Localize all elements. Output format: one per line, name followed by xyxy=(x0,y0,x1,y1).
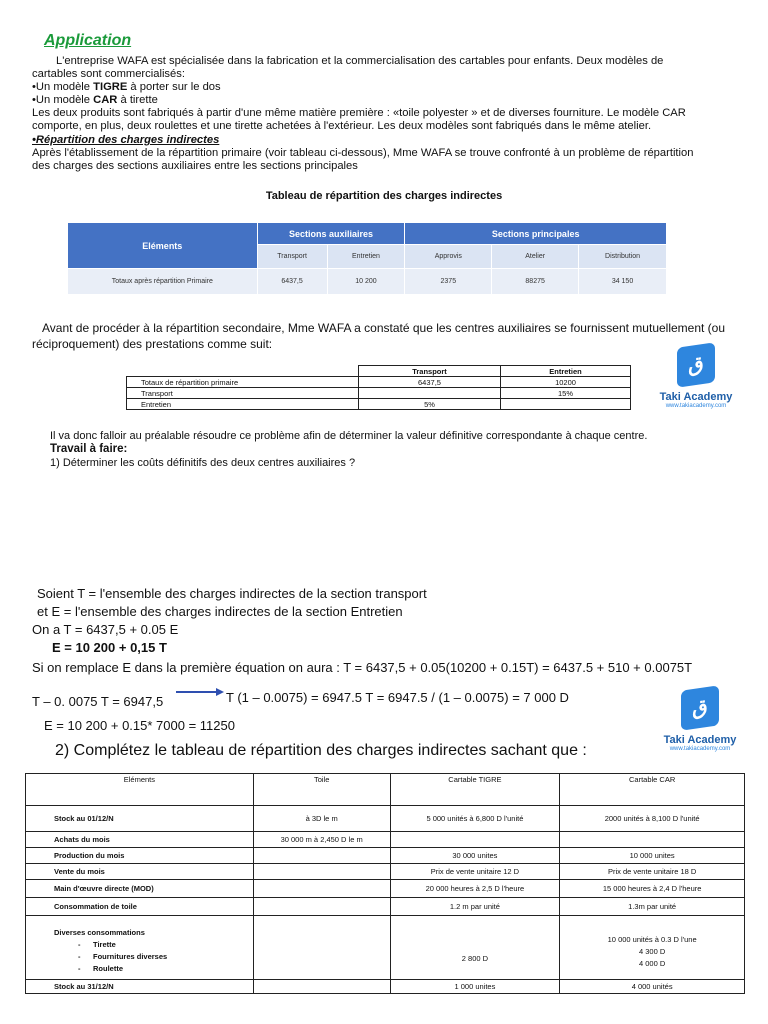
reciprocal-services-table xyxy=(126,365,631,410)
table3-cell: 1.2 m par unité xyxy=(390,898,560,916)
table3-cell xyxy=(253,980,390,994)
primary-distribution-table xyxy=(67,222,667,295)
table1-caption: Tableau de répartition des charges indirectes xyxy=(265,190,503,202)
task-question-1: 1) Déterminer les coûts définitifs des deux centres auxiliaires ? xyxy=(50,457,356,469)
table3-sub-item: - Fournitures diverses xyxy=(78,952,168,961)
logo-url: www.takiacademy.com xyxy=(669,746,731,752)
table1-col-atelier: Atelier xyxy=(492,245,579,269)
page-title: Application xyxy=(44,32,132,49)
solution-line-7: E = 10 200 + 0.15* 7000 = 11250 xyxy=(44,718,235,733)
taki-academy-logo xyxy=(656,345,736,409)
solution-line-6b: T (1 – 0.0075) = 6947.5 T = 6947.5 / (1 – 0.0075) = 7 000 D xyxy=(226,690,569,705)
mid-text-line-1: Avant de procéder à la répartition secondaire, Mme WAFA a constaté que les centres auxiliaires se fournissent mutuellement (ou xyxy=(42,321,726,335)
table3-cell: 1 000 unites xyxy=(390,980,560,994)
table2-row-label: Totaux de répartition primaire xyxy=(127,377,359,388)
table2-row-label: Entretien xyxy=(127,399,359,410)
table3-row-label: Production du mois xyxy=(26,848,254,864)
table1-row-label: Totaux après répartition Primaire xyxy=(68,269,258,295)
table3-header-tigre: Cartable TIGRE xyxy=(390,774,560,806)
table1-cell-approvis: 2375 xyxy=(405,269,492,295)
table3-cell: Prix de vente unitaire 18 D xyxy=(560,864,745,880)
table3-cell: 2000 unités à 8,100 D l'unité xyxy=(560,806,745,832)
task-intro: Il va donc falloir au préalable résoudre ce problème afin de déterminer la valeur définitive correspondante à chaque centre. xyxy=(50,430,648,442)
table3-cell xyxy=(560,916,745,980)
table2-cell: 10200 xyxy=(501,377,631,388)
table3-diverses-label-cell xyxy=(26,916,254,980)
table3-row-label: Vente du mois xyxy=(26,864,254,880)
table3-cell: 4 000 unités xyxy=(560,980,745,994)
solution-line-4: E = 10 200 + 0,15 T xyxy=(52,640,167,655)
logo-name: Taki Academy xyxy=(663,734,737,746)
bullet-tigre: •Un modèle TIGRE à porter sur le dos xyxy=(32,81,221,93)
table3-header-toile: Toile xyxy=(253,774,390,806)
table2-cell: 5% xyxy=(359,399,501,410)
table3-row-label: Consommation de toile xyxy=(26,898,254,916)
table2-empty-corner xyxy=(127,366,359,377)
table3-cell xyxy=(253,864,390,880)
table3-row-label: Main d'œuvre directe (MOD) xyxy=(26,880,254,898)
table3-cell xyxy=(390,832,560,848)
table3-cell xyxy=(253,898,390,916)
table3-cell: 30 000 unites xyxy=(390,848,560,864)
table2-cell xyxy=(501,399,631,410)
solution-line-3: On a T = 6437,5 + 0.05 E xyxy=(32,622,179,637)
intro-line-3: Les deux produits sont fabriqués à partir d'une même matière première : «toile polyester » et de diverses fourniture. Le modèle CAR xyxy=(32,107,686,119)
bullet-car: •Un modèle CAR à tirette xyxy=(32,94,158,106)
logo-name: Taki Academy xyxy=(659,391,733,403)
table1-cell-transport: 6437,5 xyxy=(257,269,327,295)
table1-col-transport: Transport xyxy=(257,245,327,269)
solution-line-6a: T – 0. 0075 T = 6947,5 xyxy=(32,694,164,709)
table3-cell: 20 000 heures à 2,5 D l'heure xyxy=(390,880,560,898)
production-data-table xyxy=(25,773,745,994)
intro-line-2: cartables sont commercialisés: xyxy=(32,68,185,80)
section-title-repartition: •Répartition des charges indirectes xyxy=(32,134,220,146)
table1-header-aux: Sections auxiliaires xyxy=(257,223,405,245)
table2-cell: 15% xyxy=(501,388,631,399)
table2-cell: 6437,5 xyxy=(359,377,501,388)
table3-sub-item: - Roulette xyxy=(78,964,123,973)
task-question-2: 2) Complétez le tableau de répartition des charges indirectes sachant que : xyxy=(55,742,587,759)
task-title: Travail à faire: xyxy=(50,443,128,455)
intro-line-5: Après l'établissement de la répartition primaire (voir tableau ci-dessous), Mme WAFA se trouve confronté à un problème de répartition xyxy=(32,147,694,159)
table3-header-car: Cartable CAR xyxy=(560,774,745,806)
logo-url: www.takiacademy.com xyxy=(665,403,727,409)
taki-academy-logo xyxy=(660,688,740,752)
table3-row-label: Achats du mois xyxy=(26,832,254,848)
intro-line-4: comporte, en plus, deux roulettes et une tirette achetées à l'extérieur. Les deux modèles sont fabriqués dans le même atelier. xyxy=(32,120,652,132)
intro-line-6: des charges des sections auxiliaires entre les sections principales xyxy=(32,160,358,172)
table1-cell-atelier: 88275 xyxy=(492,269,579,295)
table3-cell xyxy=(253,880,390,898)
table1-header-principal: Sections principales xyxy=(405,223,667,245)
table3-cell-line: 10 000 unités à 0.3 D l'une xyxy=(607,935,697,944)
table2-header-transport: Transport xyxy=(359,366,501,377)
table1-cell-distribution: 34 150 xyxy=(579,269,667,295)
solution-line-1: Soient T = l'ensemble des charges indirectes de la section transport xyxy=(37,586,427,601)
table3-cell xyxy=(253,916,390,980)
table3-cell: Prix de vente unitaire 12 D xyxy=(390,864,560,880)
table3-cell: 15 000 heures à 2,4 D l'heure xyxy=(560,880,745,898)
solution-line-5: Si on remplace E dans la première équation on aura : T = 6437,5 + 0.05(10200 + 0.15T) = 6437.5 + 510 + 0.0075T xyxy=(32,660,693,675)
table3-row-label: Stock au 31/12/N xyxy=(26,980,254,994)
mid-text-line-2: réciproquement) des prestations comme suit: xyxy=(32,337,273,351)
table3-cell: 10 000 unites xyxy=(560,848,745,864)
table2-cell xyxy=(359,388,501,399)
table2-header-entretien: Entretien xyxy=(501,366,631,377)
table1-col-entretien: Entretien xyxy=(327,245,405,269)
solution-line-2: et E = l'ensemble des charges indirectes de la section Entretien xyxy=(37,604,403,619)
logo-mark-icon: ق xyxy=(677,342,715,387)
table1-col-distribution: Distribution xyxy=(579,245,667,269)
table3-cell: 1.3m par unité xyxy=(560,898,745,916)
table1-header-elements: Eléments xyxy=(68,223,258,269)
table3-cell: 2 800 D xyxy=(390,916,560,980)
table3-row-label: Diverses consommations xyxy=(54,928,145,937)
table3-cell xyxy=(560,832,745,848)
table3-cell xyxy=(253,848,390,864)
table1-cell-entretien: 10 200 xyxy=(327,269,405,295)
table3-sub-item: - Tirette xyxy=(78,940,116,949)
table2-row-label: Transport xyxy=(127,388,359,399)
logo-mark-icon: ق xyxy=(681,685,719,730)
table3-cell-line: 4 300 D xyxy=(639,947,666,956)
table3-cell: 30 000 m à 2,450 D le m xyxy=(253,832,390,848)
table3-cell: 5 000 unités à 6,800 D l'unité xyxy=(390,806,560,832)
intro-line-1: L'entreprise WAFA est spécialisée dans la fabrication et la commercialisation des cartables pour enfants. Deux modèles de xyxy=(56,55,664,67)
table3-cell: à 3D le m xyxy=(253,806,390,832)
table3-cell-line: 4 000 D xyxy=(639,959,666,968)
table3-row-label: Stock au 01/12/N xyxy=(26,806,254,832)
arrow-right-icon xyxy=(176,686,224,698)
table1-col-approvis: Approvis xyxy=(405,245,492,269)
table3-header-elements: Eléments xyxy=(26,774,254,806)
